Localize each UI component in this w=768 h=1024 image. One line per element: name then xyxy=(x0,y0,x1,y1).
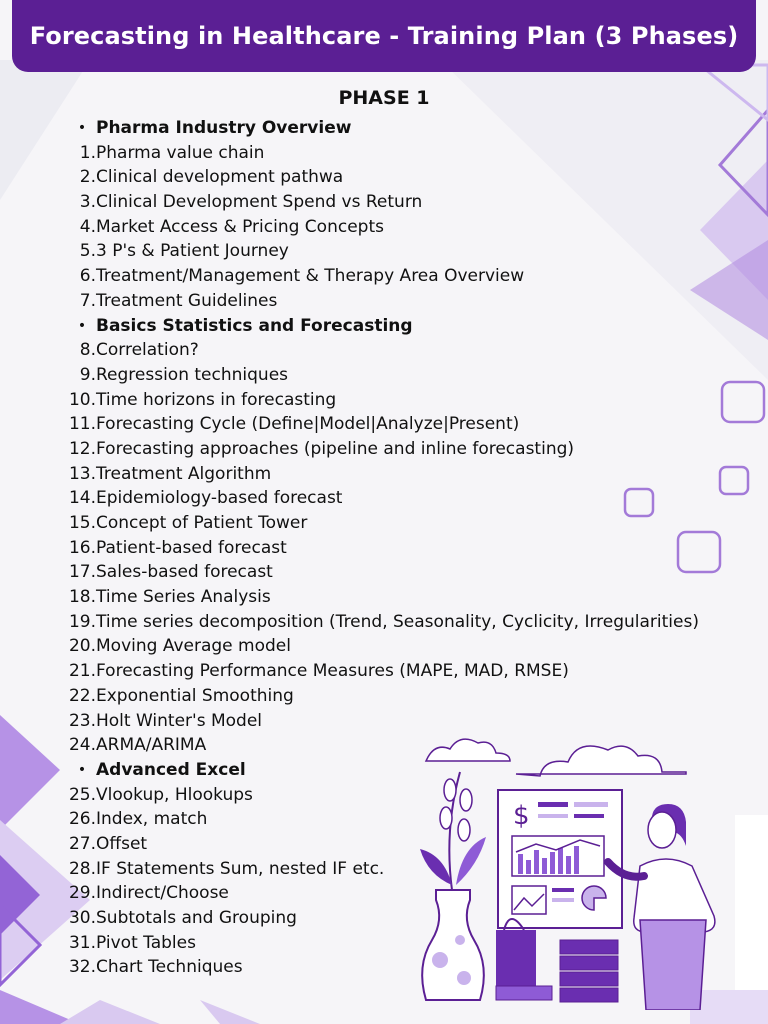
list-item: 7. Treatment Guidelines xyxy=(79,290,278,311)
list-item: 8. Correlation? xyxy=(79,340,199,361)
bg-shape xyxy=(735,815,768,1015)
bg-shape xyxy=(60,1000,160,1024)
title-banner xyxy=(12,0,756,72)
section-heading: • Advanced Excel xyxy=(60,758,706,783)
dollar-icon: $ xyxy=(513,801,530,831)
list-item: 21. Forecasting Performance Measures (MAPE, MAD, RMSE) xyxy=(68,661,569,682)
list-item: 1. Pharma value chain xyxy=(79,142,265,163)
list-item: 29. Indirect/Choose xyxy=(68,883,229,904)
list-item: 11. Forecasting Cycle (Define|Model|Analyze|Present) xyxy=(68,414,520,435)
list-item: 12. Forecasting approaches (pipeline and inline forecasting) xyxy=(68,438,575,459)
bg-square xyxy=(722,382,764,422)
topic-list xyxy=(60,116,706,980)
section-heading: • Pharma Industry Overview xyxy=(60,116,706,141)
bg-shape xyxy=(200,1000,260,1024)
list-item: 18. Time Series Analysis xyxy=(68,587,271,608)
bullet-icon: • xyxy=(77,317,87,334)
list-item: 30. Subtotals and Grouping xyxy=(68,908,297,929)
list-item: 24. ARMA/ARIMA xyxy=(68,735,207,756)
page-title: Forecasting in Healthcare - Training Plan (3 Phases) xyxy=(29,22,739,50)
list-item: 23. Holt Winter's Model xyxy=(68,710,262,731)
list-item: 13. Treatment Algorithm xyxy=(68,463,272,484)
list-item: 3. Clinical Development Spend vs Return xyxy=(79,192,423,213)
bg-square xyxy=(720,467,748,494)
list-item: 6. Treatment/Management & Therapy Area Overview xyxy=(79,266,525,287)
list-item: 10. Time horizons in forecasting xyxy=(68,389,337,410)
list-item: 4. Market Access & Pricing Concepts xyxy=(79,216,384,237)
list-item: 27. Offset xyxy=(68,833,148,854)
bg-diamond xyxy=(0,715,60,830)
section-heading: • Basics Statistics and Forecasting xyxy=(60,314,706,339)
list-item: 25. Vlookup, Hlookups xyxy=(68,784,253,805)
list-item: 15. Concept of Patient Tower xyxy=(68,513,308,533)
list-item: 22. Exponential Smoothing xyxy=(68,685,294,706)
bullet-icon: • xyxy=(77,761,87,778)
list-item: 32. Chart Techniques xyxy=(68,957,243,978)
list-item: 14. Epidemiology-based forecast xyxy=(68,488,343,509)
list-item: 20. Moving Average model xyxy=(68,636,291,657)
bullet-icon: • xyxy=(77,120,87,136)
list-item: 19. Time series decomposition (Trend, Seasonality, Cyclicity, Irregularities) xyxy=(68,611,699,632)
list-item: 17. Sales-based forecast xyxy=(68,562,273,583)
list-item: 31. Pivot Tables xyxy=(68,932,196,953)
phase-heading: PHASE 1 xyxy=(338,87,430,109)
list-item: 9. Regression techniques xyxy=(79,364,289,385)
list-item: 28. IF Statements Sum, nested IF etc. xyxy=(68,858,385,879)
list-item: 2. Clinical development pathwa xyxy=(79,167,344,188)
bg-shape xyxy=(0,990,80,1024)
list-item: 26. Index, match xyxy=(68,809,208,830)
list-item: 5. 3 P's & Patient Journey xyxy=(79,241,289,262)
list-item: 16. Patient-based forecast xyxy=(68,537,287,558)
